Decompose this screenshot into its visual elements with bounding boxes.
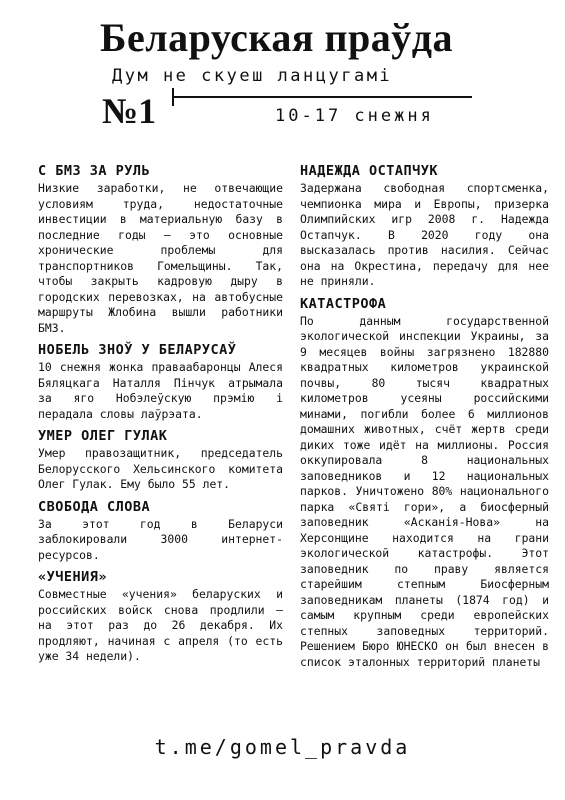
article-exercises bbox=[38, 569, 283, 665]
newspaper-title: Беларуская праўда bbox=[100, 15, 453, 60]
article-bmz bbox=[38, 163, 283, 336]
article-body: По данным государственной экологической инспекции Украины, за 9 месяцев войны загрязнено 182880 квадратных километров украинской почвы, 80 тысяч квадратных километров усеяны российскими минами, погибли более 6 миллионов домашних животных, счёт жертв среди диких тоже идёт на миллионы. Россия оккупировала 8 национальных заповедников и 12 национальных парков. Уничтожено 80% национального парка «Святі гори», а биосферный заповедник «Асканія-Нова» на Херсонщине находится на грани экологической катастрофы. Этот заповедник по праву является старейшим степным Биосферным заповедникам планеты (1874 год) и самым крупным среди европейских степных заповедных территорий. Решением Бюро ЮНЕСКО он был внесен в список эталонных территорий планеты bbox=[300, 313, 549, 669]
article-nobel bbox=[38, 342, 283, 422]
article-heading: УМЕР ОЛЕГ ГУЛАК bbox=[38, 428, 168, 444]
article-body: Задержана свободная спортсменка, чемпионка мира и Европы, призерка Олимпийских игр 2008 г. Надежда Остапчук. В 2020 году она высказалась против насилия. Сейчас она на Окрестина, передачу для нее не приняли. bbox=[300, 181, 549, 288]
article-heading: «УЧЕНИЯ» bbox=[38, 569, 108, 585]
article-body: Совместные «учения» беларуских и российских войск снова продлили — на этот раз до 26 декабря. Их продляют, начиная с апреля (то есть уже 34 недели). bbox=[38, 587, 283, 663]
article-ostapchuk bbox=[300, 163, 549, 290]
left-column bbox=[38, 163, 283, 671]
issue-number: №1 bbox=[102, 91, 157, 131]
article-heading: НОБЕЛЬ ЗНОЎ У БЕЛАРУСАЎ bbox=[38, 342, 237, 358]
article-body: 10 снежня жонка праваабаронцы Алеся Бяляцкага Наталля Пінчук атрымала за яго Нобэлеўскую прэмію і перадала словы лаўрэата. bbox=[38, 360, 283, 421]
telegram-link[interactable]: t.me/gomel_pravda bbox=[154, 735, 411, 759]
article-heading: КАТАСТРОФА bbox=[300, 295, 387, 312]
article-catastrophe bbox=[300, 296, 549, 671]
article-body: За этот год в Беларуси заблокировали 3000 интернет-ресурсов. bbox=[38, 516, 283, 562]
article-heading: НАДЕЖДА ОСТАПЧУК bbox=[300, 163, 439, 179]
article-heading: СВОБОДА СЛОВА bbox=[38, 498, 151, 515]
article-freedom-of-speech bbox=[38, 499, 283, 564]
masthead-divider bbox=[172, 96, 472, 98]
article-heading: С БМЗ ЗА РУЛЬ bbox=[38, 163, 151, 179]
masthead bbox=[0, 0, 565, 140]
article-gulak bbox=[38, 428, 283, 493]
issue-dates: 10-17 снежня bbox=[275, 106, 434, 126]
newspaper-slogan: Дум не скуеш ланцугамі bbox=[112, 66, 393, 86]
article-body: Низкие заработки, не отвечающие условиям труда, недостаточные инвестиции в материальную базу в последние годы — это основные хронические проблемы для транспортников Гомельщины. Так, чтобы закрыть кадровую дыру в городских перевозках, на автобусные маршруты Жлобина вышли работники БМЗ. bbox=[38, 181, 283, 335]
article-body: Умер правозащитник, председатель Белорусского Хельсинского комитета Олег Гулак. Ему было 55 лет. bbox=[38, 446, 283, 491]
right-column bbox=[300, 163, 549, 676]
